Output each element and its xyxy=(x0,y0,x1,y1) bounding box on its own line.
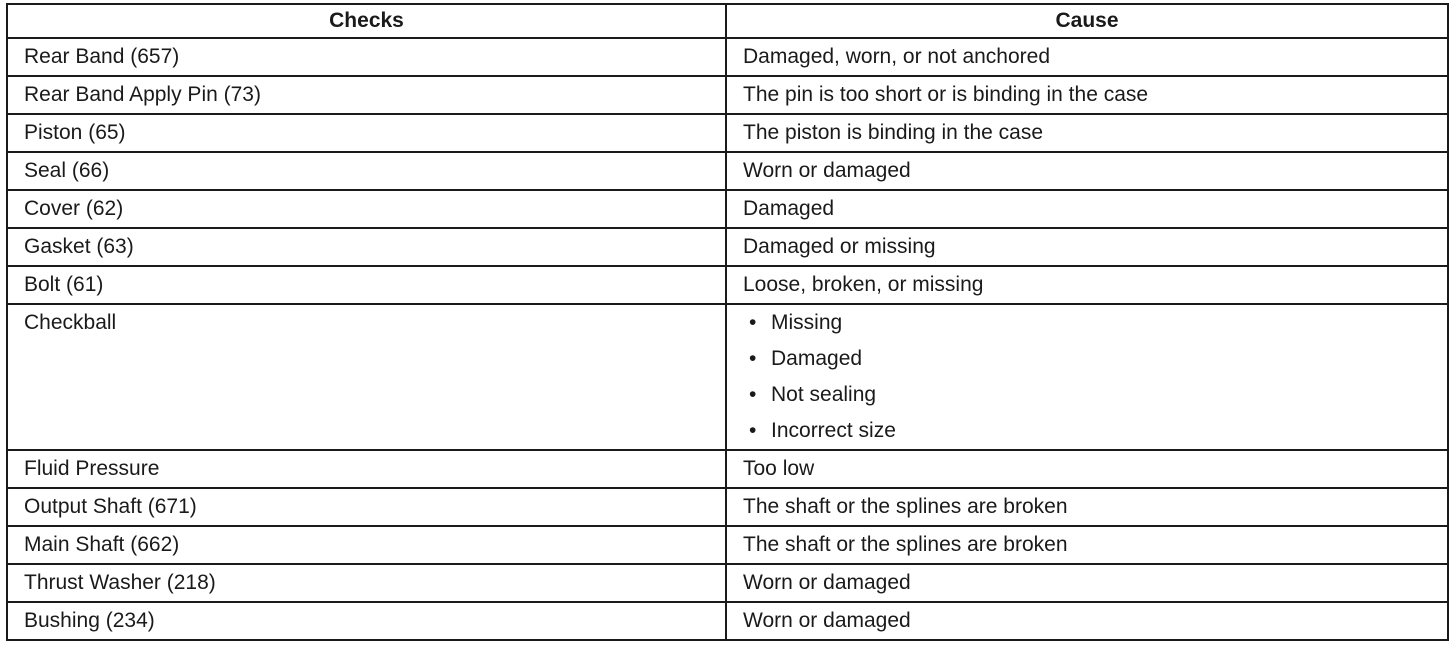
check-cell: Seal (66) xyxy=(7,152,726,190)
check-cell: Piston (65) xyxy=(7,114,726,152)
check-cell: Thrust Washer (218) xyxy=(7,564,726,602)
table-row xyxy=(7,450,1448,488)
table-row xyxy=(7,304,1448,450)
cause-cell: Too low xyxy=(726,450,1448,488)
check-cell: Main Shaft (662) xyxy=(7,526,726,564)
check-cell: Rear Band Apply Pin (73) xyxy=(7,76,726,114)
cause-cell: The shaft or the splines are broken xyxy=(726,526,1448,564)
check-cell: Gasket (63) xyxy=(7,228,726,266)
cause-cell: The shaft or the splines are broken xyxy=(726,488,1448,526)
cause-cell: The pin is too short or is binding in the case xyxy=(726,76,1448,114)
list-item: • Incorrect size xyxy=(771,413,1431,449)
cause-cell: Loose, broken, or missing xyxy=(726,266,1448,304)
table-header-row xyxy=(7,4,1448,38)
table-row xyxy=(7,488,1448,526)
table-row xyxy=(7,564,1448,602)
table-row xyxy=(7,38,1448,76)
cause-cell: Worn or damaged xyxy=(726,152,1448,190)
table-row xyxy=(7,526,1448,564)
cause-cell: Worn or damaged xyxy=(726,564,1448,602)
table-row xyxy=(7,152,1448,190)
cause-bullet-list xyxy=(743,305,1431,449)
table-row xyxy=(7,602,1448,640)
column-header-checks: Checks xyxy=(7,4,726,38)
cause-cell: Worn or damaged xyxy=(726,602,1448,640)
check-cell: Fluid Pressure xyxy=(7,450,726,488)
check-cell: Bolt (61) xyxy=(7,266,726,304)
check-cell: Checkball xyxy=(7,304,726,450)
list-item: • Missing xyxy=(771,305,1431,341)
checks-cause-table xyxy=(6,3,1449,641)
cause-cell-list xyxy=(726,304,1448,450)
table-row xyxy=(7,228,1448,266)
cause-cell: The piston is binding in the case xyxy=(726,114,1448,152)
cause-cell: Damaged or missing xyxy=(726,228,1448,266)
check-cell: Output Shaft (671) xyxy=(7,488,726,526)
table-row xyxy=(7,266,1448,304)
table-row xyxy=(7,76,1448,114)
check-cell: Cover (62) xyxy=(7,190,726,228)
list-item: • Not sealing xyxy=(771,377,1431,413)
table-row xyxy=(7,190,1448,228)
list-item: • Damaged xyxy=(771,341,1431,377)
table-row xyxy=(7,114,1448,152)
check-cell: Rear Band (657) xyxy=(7,38,726,76)
cause-cell: Damaged xyxy=(726,190,1448,228)
check-cell: Bushing (234) xyxy=(7,602,726,640)
cause-cell: Damaged, worn, or not anchored xyxy=(726,38,1448,76)
column-header-cause: Cause xyxy=(726,4,1448,38)
